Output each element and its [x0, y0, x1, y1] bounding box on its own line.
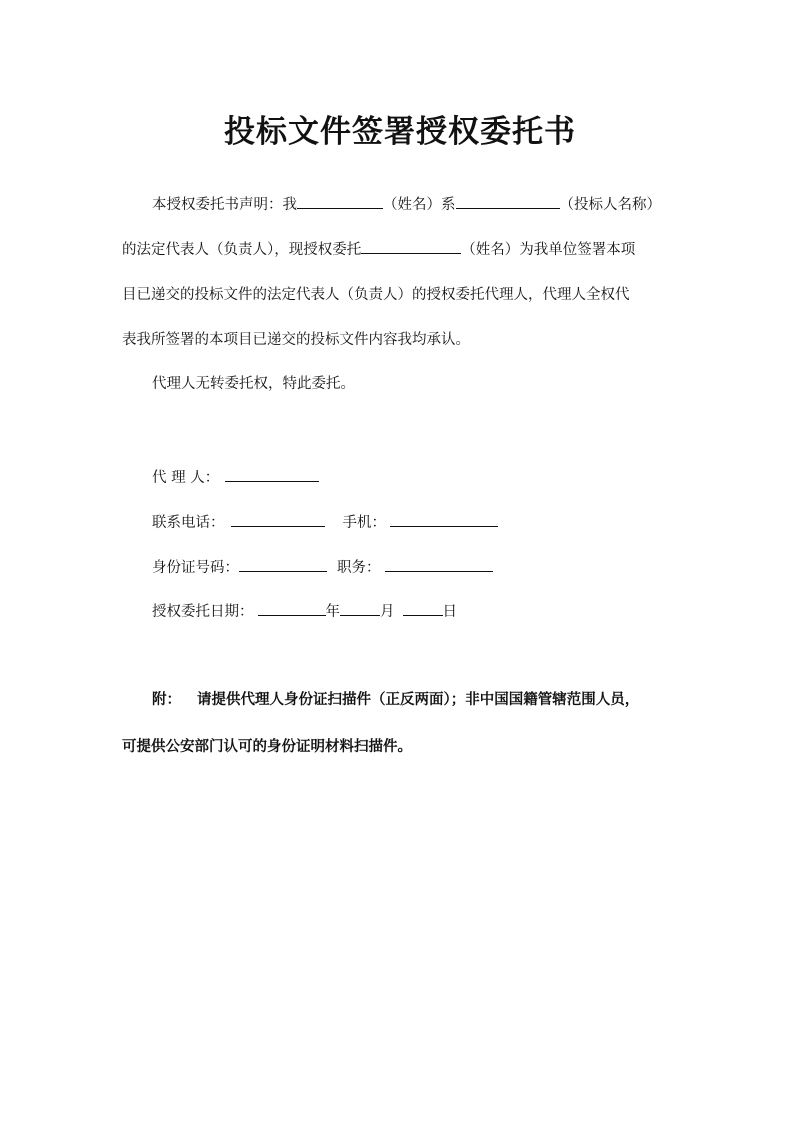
position-blank[interactable] [385, 556, 493, 572]
declaration-line-4: 表我所签署的本项目已递交的投标文件内容我均承认。 [122, 332, 470, 348]
no-transfer-statement: 代理人无转委托权，特此委托。 [152, 376, 355, 392]
id-label: 身份证号码： [152, 560, 239, 576]
phone-blank[interactable] [231, 511, 325, 527]
date-label: 授权委托日期： [152, 604, 254, 620]
agent-name-blank[interactable] [361, 238, 461, 254]
declaration-line-2 [122, 238, 635, 260]
declaration-prefix: 本授权委托书声明：我 [152, 197, 297, 213]
date-row [152, 600, 457, 622]
agent-row [152, 466, 319, 488]
note-line-1 [152, 690, 639, 710]
year-label: 年 [325, 604, 340, 620]
id-row [152, 556, 493, 578]
authorize-prefix: 的法定代表人（负责人），现授权委托 [122, 242, 362, 258]
agent-signature-blank[interactable] [225, 466, 319, 482]
note-text-1: 请提供代理人身份证扫描件（正反两面）；非中国国籍管辖范围人员， [197, 692, 640, 708]
month-label: 月 [380, 604, 395, 620]
phone-label: 联系电话： [152, 515, 225, 531]
note-label: 附： [152, 692, 181, 708]
declaration-line-1 [152, 193, 661, 215]
position-label: 职务： [337, 560, 381, 576]
page-title: 投标文件签署授权委托书 [224, 114, 576, 150]
id-number-blank[interactable] [239, 556, 327, 572]
day-label: 日 [442, 604, 457, 620]
month-blank[interactable] [340, 600, 380, 616]
principal-name-blank[interactable] [297, 193, 383, 209]
day-blank[interactable] [403, 600, 443, 616]
mobile-label: 手机： [342, 515, 386, 531]
agent-label: 代 理 人： [152, 470, 220, 486]
bidder-hint: （投标人名称） [559, 197, 661, 213]
authorize-suffix: （姓名）为我单位签署本项 [461, 242, 636, 258]
declaration-line-3: 目已递交的投标文件的法定代表人（负责人）的授权委托代理人，代理人全权代 [122, 287, 630, 303]
note-line-2: 可提供公安部门认可的身份证明材料扫描件。 [122, 739, 412, 755]
year-blank[interactable] [258, 600, 326, 616]
bidder-name-blank[interactable] [456, 193, 560, 209]
name-hint: （姓名）系 [383, 197, 456, 213]
phone-row [152, 511, 498, 533]
mobile-blank[interactable] [390, 511, 498, 527]
